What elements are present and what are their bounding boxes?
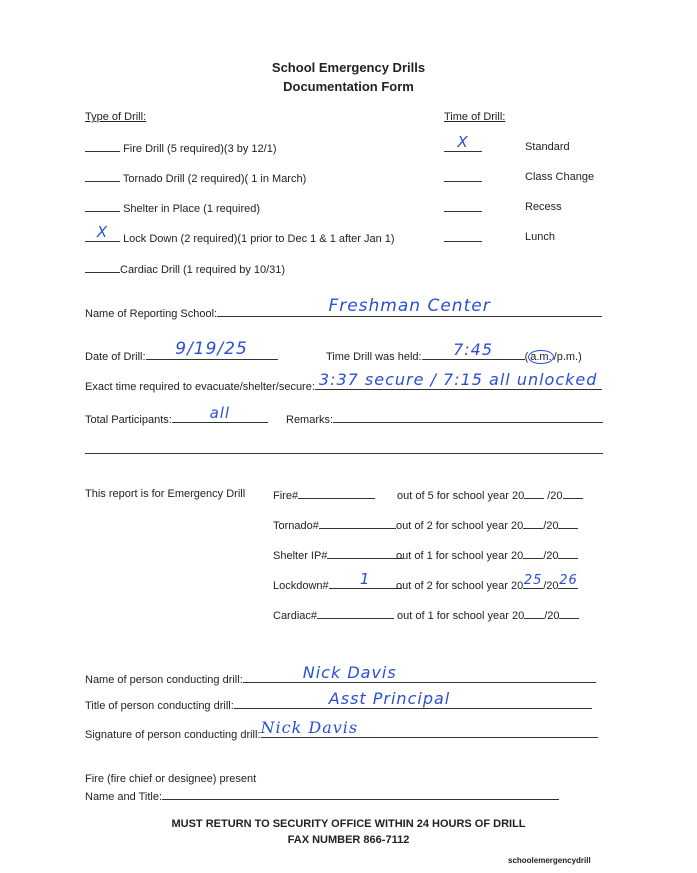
fire-chief-field[interactable] bbox=[162, 789, 559, 800]
report-row bbox=[273, 518, 559, 532]
paren: ( bbox=[524, 351, 529, 363]
school-name-value: Freshman Center bbox=[328, 296, 491, 316]
report-slash-label: /20 bbox=[544, 490, 563, 502]
report-year-start-value: 25 bbox=[523, 573, 543, 588]
report-year-end-field[interactable] bbox=[559, 608, 579, 619]
report-out-of-label: out of 1 for school year 20 bbox=[396, 550, 524, 562]
drill-type-shelter[interactable] bbox=[85, 201, 260, 215]
person-title-row bbox=[85, 689, 592, 712]
signature-row bbox=[85, 718, 598, 741]
report-out-of-label: out of 2 for school year 20 bbox=[396, 520, 524, 532]
date-row bbox=[85, 339, 278, 363]
remarks-label: Remarks: bbox=[286, 414, 334, 426]
report-count-field[interactable] bbox=[298, 488, 375, 499]
report-year-end-field[interactable] bbox=[558, 548, 578, 559]
school-name-field[interactable] bbox=[217, 296, 602, 317]
report-slash-label: /20 bbox=[543, 580, 559, 592]
drill-type-tornado[interactable] bbox=[85, 171, 306, 185]
form-title: School Emergency Drills bbox=[271, 60, 426, 75]
report-year-end-field[interactable] bbox=[563, 488, 583, 499]
checkbox-mark: X bbox=[457, 133, 469, 151]
drill-time-standard[interactable] bbox=[444, 133, 570, 155]
drill-type-label: Shelter in Place (1 required) bbox=[123, 203, 261, 215]
fire-chief-label: Fire (fire chief or designee) present bbox=[85, 773, 257, 785]
date-label: Date of Drill: bbox=[85, 351, 146, 363]
report-year-start-field[interactable] bbox=[523, 573, 543, 589]
participants-label: Total Participants: bbox=[85, 414, 172, 426]
report-row bbox=[273, 570, 578, 592]
drill-type-lockdown[interactable] bbox=[85, 223, 395, 245]
report-row bbox=[273, 548, 559, 562]
report-drill-label: Cardiac# bbox=[273, 610, 318, 622]
report-count-field[interactable] bbox=[319, 518, 396, 529]
report-year-group bbox=[397, 608, 579, 622]
drill-time-label: Class Change bbox=[525, 171, 595, 183]
time-of-drill-header: Time of Drill: bbox=[444, 111, 506, 123]
signature-field[interactable] bbox=[260, 718, 598, 738]
drill-type-cardiac[interactable] bbox=[85, 262, 285, 276]
person-name-field[interactable] bbox=[243, 663, 596, 683]
drill-time-label: Standard bbox=[525, 141, 570, 153]
drill-time-label: Recess bbox=[525, 201, 562, 213]
person-name-row bbox=[85, 663, 596, 686]
report-drill-label: Lockdown# bbox=[273, 580, 329, 592]
report-year-group bbox=[396, 518, 578, 532]
school-name-row bbox=[85, 296, 602, 320]
person-title-value: Asst Principal bbox=[328, 689, 451, 708]
report-slash-label: /20 bbox=[543, 520, 559, 532]
report-year-start-field[interactable] bbox=[523, 518, 543, 529]
person-name-label: Name of person conducting drill: bbox=[85, 674, 243, 686]
date-value: 9/19/25 bbox=[175, 339, 248, 359]
footer-form-id: schoolemergencydrill bbox=[508, 856, 591, 865]
fire-chief-name-label: Name and Title: bbox=[85, 791, 163, 803]
report-count-field[interactable] bbox=[327, 548, 403, 559]
report-year-start-field[interactable] bbox=[524, 608, 544, 619]
date-field[interactable] bbox=[146, 339, 278, 360]
type-of-drill-header: Type of Drill: bbox=[85, 111, 147, 123]
signature-label: Signature of person conducting drill: bbox=[85, 729, 261, 741]
remarks-field[interactable] bbox=[333, 412, 603, 423]
report-year-start-field[interactable] bbox=[523, 548, 543, 559]
drill-time-class-change[interactable] bbox=[444, 171, 595, 185]
fax-number: FAX NUMBER 866-7112 bbox=[287, 834, 410, 846]
person-title-field[interactable] bbox=[234, 689, 592, 709]
participants-row bbox=[85, 404, 268, 426]
time-held-row bbox=[326, 340, 582, 364]
fire-chief-row bbox=[85, 789, 559, 803]
remarks-row bbox=[286, 412, 603, 426]
drill-time-label: Lunch bbox=[525, 231, 555, 243]
remarks-continuation-line[interactable] bbox=[85, 453, 603, 454]
report-year-end-field[interactable] bbox=[558, 518, 578, 529]
return-notice: MUST RETURN TO SECURITY OFFICE WITHIN 24 HOURS OF DRILL bbox=[171, 818, 526, 830]
drill-type-label: Fire Drill (5 required)(3 by 12/1) bbox=[123, 143, 277, 155]
am-option-circled[interactable]: a.m. bbox=[530, 351, 552, 363]
report-row bbox=[273, 608, 560, 622]
drill-time-lunch[interactable] bbox=[444, 231, 555, 245]
exact-time-value: 3:37 secure / 7:15 all unlocked bbox=[318, 370, 598, 389]
exact-time-field[interactable] bbox=[315, 370, 602, 390]
exact-time-label: Exact time required to evacuate/shelter/secure: bbox=[85, 381, 315, 393]
drill-type-label: Lock Down (2 required)(1 prior to Dec 1 & 1 after Jan 1) bbox=[123, 233, 395, 245]
report-drill-label: Shelter IP# bbox=[273, 550, 328, 562]
report-drill-label: Fire# bbox=[273, 490, 299, 502]
time-held-label: Time Drill was held: bbox=[326, 351, 422, 363]
report-year-group bbox=[396, 548, 578, 562]
report-drill-label: Tornado# bbox=[273, 520, 319, 532]
report-year-start-field[interactable] bbox=[524, 488, 544, 499]
report-year-group bbox=[397, 488, 583, 502]
drill-time-recess[interactable] bbox=[444, 201, 562, 215]
report-row bbox=[273, 488, 563, 502]
report-count-value: 1 bbox=[359, 570, 371, 588]
report-year-end-field[interactable] bbox=[558, 573, 578, 589]
report-year-group bbox=[396, 573, 578, 592]
drill-type-label: Cardiac Drill (1 required by 10/31) bbox=[120, 264, 286, 276]
checkbox-mark: X bbox=[96, 223, 109, 241]
report-label: This report is for Emergency Drill bbox=[85, 488, 246, 500]
report-count-field[interactable] bbox=[317, 608, 394, 619]
school-name-label: Name of Reporting School: bbox=[85, 308, 218, 320]
form-subtitle: Documentation Form bbox=[283, 79, 414, 94]
report-count-field[interactable] bbox=[329, 570, 402, 589]
pm-option[interactable]: /p.m.) bbox=[553, 351, 582, 363]
drill-type-fire[interactable] bbox=[85, 141, 277, 155]
report-out-of-label: out of 1 for school year 20 bbox=[397, 610, 525, 622]
report-out-of-label: out of 5 for school year 20 bbox=[397, 490, 525, 502]
participants-value: all bbox=[209, 404, 231, 422]
report-slash-label: /20 bbox=[544, 610, 560, 622]
signature-image: Nick Davis bbox=[260, 718, 359, 737]
report-year-end-value: 26 bbox=[559, 573, 578, 588]
time-held-field[interactable] bbox=[422, 340, 525, 360]
report-out-of-label: out of 2 for school year 20 bbox=[396, 580, 524, 592]
drill-type-label: Tornado Drill (2 required)( 1 in March) bbox=[122, 173, 307, 185]
exact-time-row bbox=[85, 370, 602, 393]
person-title-label: Title of person conducting drill: bbox=[85, 700, 234, 712]
report-slash-label: /20 bbox=[543, 550, 559, 562]
person-name-value: Nick Davis bbox=[302, 663, 397, 682]
participants-field[interactable] bbox=[172, 404, 268, 423]
time-held-value: 7:45 bbox=[453, 340, 494, 359]
